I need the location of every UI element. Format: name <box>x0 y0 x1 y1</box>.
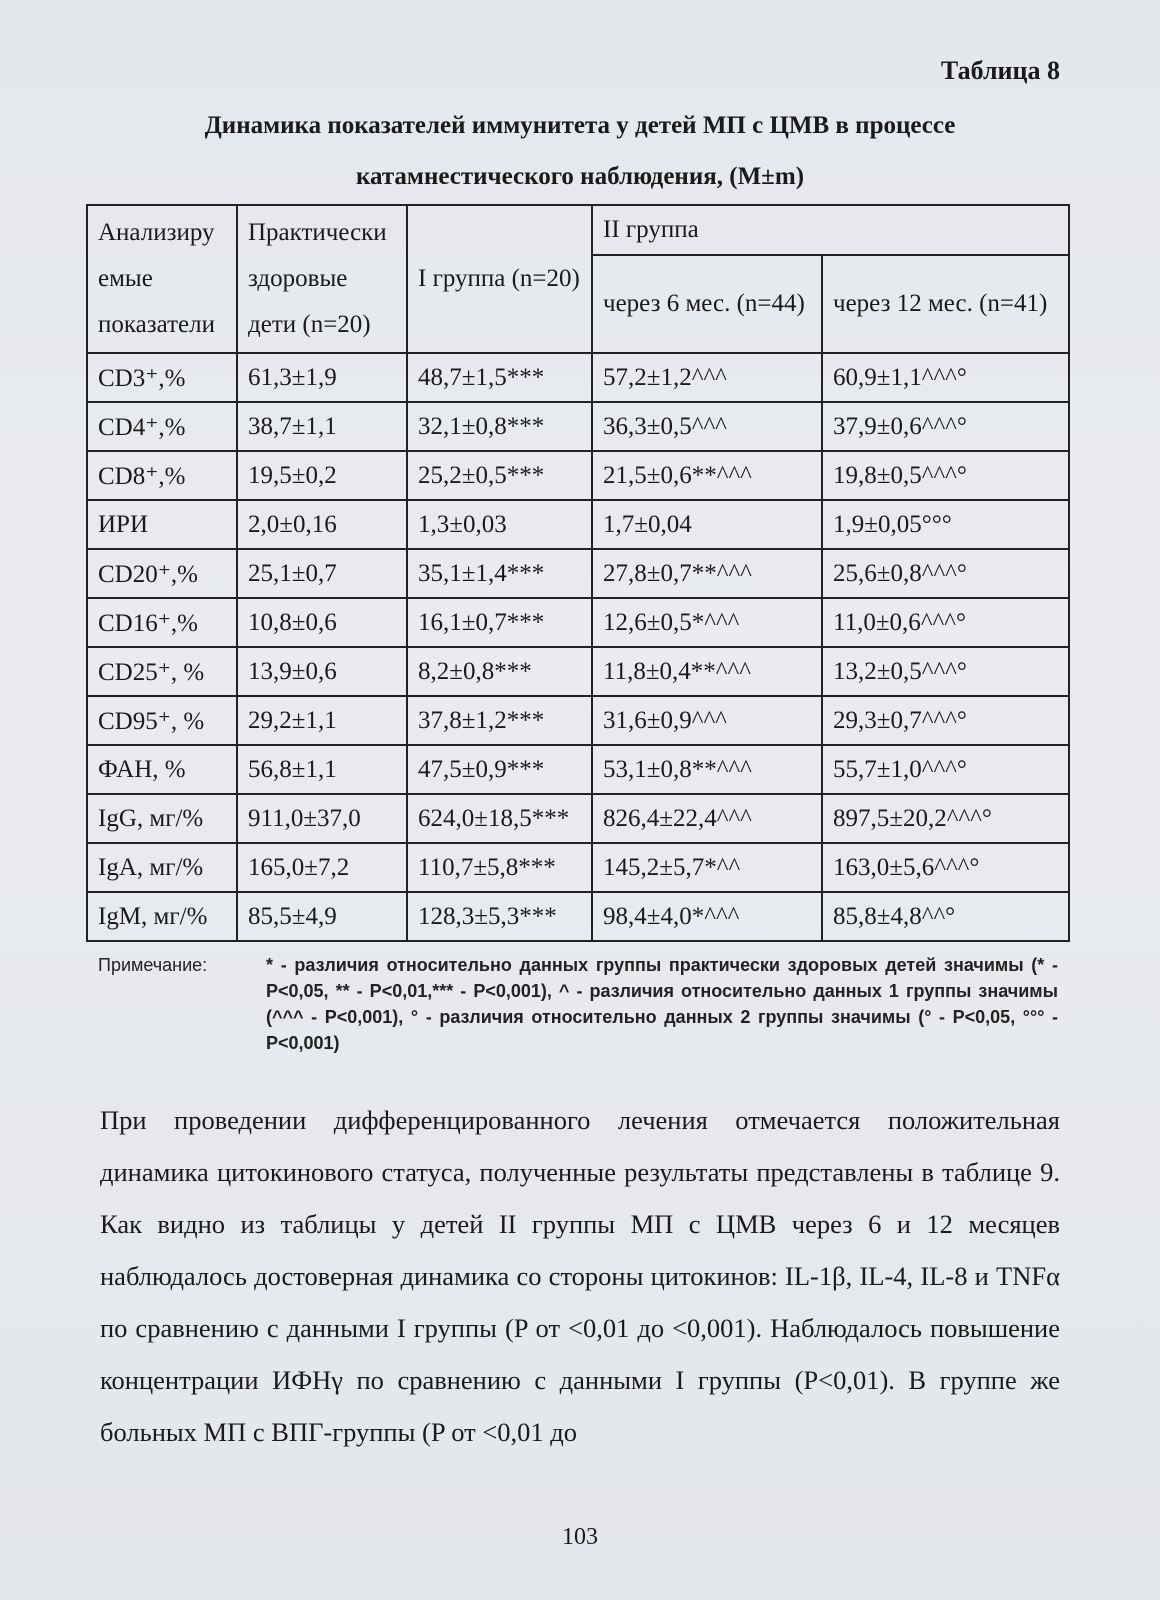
table-cell: 25,1±0,7 <box>237 549 407 598</box>
table-body <box>87 353 1069 941</box>
table-label: Таблица 8 <box>940 56 1060 85</box>
table-cell: 624,0±18,5*** <box>407 794 592 843</box>
table-cell: 165,0±7,2 <box>237 843 407 892</box>
note-label: Примечание: <box>98 955 208 975</box>
table-cell: 29,2±1,1 <box>237 696 407 745</box>
header-group2: II группа <box>592 205 1069 255</box>
table-row <box>87 892 1069 941</box>
header-6-months: через 6 мес. (n=44) <box>592 255 822 353</box>
table-cell: 37,9±0,6^^^° <box>822 402 1069 451</box>
table-cell: 85,5±4,9 <box>237 892 407 941</box>
table-cell: 13,9±0,6 <box>237 647 407 696</box>
table-cell: IgG, мг/% <box>87 794 237 843</box>
table-cell: 27,8±0,7**^^^ <box>592 549 822 598</box>
table-cell: 53,1±0,8**^^^ <box>592 745 822 794</box>
table-cell: 35,1±1,4*** <box>407 549 592 598</box>
header-group1: I группа (n=20) <box>407 205 592 353</box>
table-cell: 56,8±1,1 <box>237 745 407 794</box>
table-row <box>87 451 1069 500</box>
table-cell: 21,5±0,6**^^^ <box>592 451 822 500</box>
table-cell: 110,7±5,8*** <box>407 843 592 892</box>
table-cell: CD3⁺,% <box>87 353 237 402</box>
table-cell: 11,8±0,4**^^^ <box>592 647 822 696</box>
table-cell: 25,6±0,8^^^° <box>822 549 1069 598</box>
table-cell: 98,4±4,0*^^^ <box>592 892 822 941</box>
table-cell: 60,9±1,1^^^° <box>822 353 1069 402</box>
table-cell: 36,3±0,5^^^ <box>592 402 822 451</box>
table-cell: CD8⁺,% <box>87 451 237 500</box>
table-row <box>87 696 1069 745</box>
table-cell: 48,7±1,5*** <box>407 353 592 402</box>
table-row <box>87 745 1069 794</box>
table-cell: 10,8±0,6 <box>237 598 407 647</box>
table-cell: 911,0±37,0 <box>237 794 407 843</box>
table-row <box>87 402 1069 451</box>
table-cell: 31,6±0,9^^^ <box>592 696 822 745</box>
table-cell: CD4⁺,% <box>87 402 237 451</box>
table-cell: 16,1±0,7*** <box>407 598 592 647</box>
table-cell: 19,5±0,2 <box>237 451 407 500</box>
table-cell: 55,7±1,0^^^° <box>822 745 1069 794</box>
table-cell: 13,2±0,5^^^° <box>822 647 1069 696</box>
table-cell: CD25⁺, % <box>87 647 237 696</box>
page-number: 103 <box>562 1524 598 1550</box>
table-cell: 47,5±0,9*** <box>407 745 592 794</box>
header-12-months: через 12 мес. (n=41) <box>822 255 1069 353</box>
table-title-line-1: Динамика показателей иммунитета у детей МП с ЦМВ в процессе <box>204 112 956 139</box>
table-row <box>87 598 1069 647</box>
table-cell: 25,2±0,5*** <box>407 451 592 500</box>
header-indicators: Анализиру емые показатели <box>87 205 237 353</box>
table-row <box>87 794 1069 843</box>
table-cell: 145,2±5,7*^^ <box>592 843 822 892</box>
table-cell: CD16⁺,% <box>87 598 237 647</box>
table-title-line-2: катамнестического наблюдения, (M±m) <box>355 163 805 190</box>
table-cell: 1,3±0,03 <box>407 500 592 549</box>
table-cell: CD20⁺,% <box>87 549 237 598</box>
table-cell: 61,3±1,9 <box>237 353 407 402</box>
table-cell: 8,2±0,8*** <box>407 647 592 696</box>
table-row <box>87 647 1069 696</box>
header-healthy: Практически здоровые дети (n=20) <box>237 205 407 353</box>
table-cell: 57,2±1,2^^^ <box>592 353 822 402</box>
table-cell: 2,0±0,16 <box>237 500 407 549</box>
table-cell: 11,0±0,6^^^° <box>822 598 1069 647</box>
table-row <box>87 353 1069 402</box>
table-cell: 29,3±0,7^^^° <box>822 696 1069 745</box>
table-cell: ИРИ <box>87 500 237 549</box>
table-cell: 826,4±22,4^^^ <box>592 794 822 843</box>
table-cell: 85,8±4,8^^° <box>822 892 1069 941</box>
table-row <box>87 549 1069 598</box>
table-row <box>87 843 1069 892</box>
body-paragraph: При проведении дифференцированного лечения отмечается положительная динамика цитокинового статуса, полученные результаты представлены в таблице 9. Как видно из таблицы у детей II группы МП с ЦМВ через 6 и 12 месяцев наблюдалось достоверная динамика со стороны цитокинов: IL-1β, IL-4, IL-8 и TNFα по сравнению с данными I группы (P от <0,01 до <0,001). Наблюдалось повышение концентрации ИФНγ по сравнению с данными I группы (P<0,01). В группе же больных МП с ВПГ-группы (P от <0,01 до <box>100 1105 1060 1447</box>
table-cell: 37,8±1,2*** <box>407 696 592 745</box>
table-cell: 128,3±5,3*** <box>407 892 592 941</box>
immunity-table <box>86 204 1070 942</box>
table-cell: 32,1±0,8*** <box>407 402 592 451</box>
table-row <box>87 500 1069 549</box>
table-cell: IgM, мг/% <box>87 892 237 941</box>
table-cell: 38,7±1,1 <box>237 402 407 451</box>
table-cell: 19,8±0,5^^^° <box>822 451 1069 500</box>
table-cell: 1,7±0,04 <box>592 500 822 549</box>
table-cell: ФАН, % <box>87 745 237 794</box>
table-cell: IgA, мг/% <box>87 843 237 892</box>
table-cell: 12,6±0,5*^^^ <box>592 598 822 647</box>
note-text: * - различия относительно данных группы практически здоровых детей значимы (* - P<0,05, ** - P<0,01,*** - P<0,001), ^ - различия относительно данных 1 группы значимы (^^^ - P<0,001), ° - различия относительно данных 2 группы значимы (° - P<0,05, °°° - P<0,001) <box>266 955 1058 1053</box>
table-cell: 897,5±20,2^^^° <box>822 794 1069 843</box>
table-cell: 163,0±5,6^^^° <box>822 843 1069 892</box>
table-cell: CD95⁺, % <box>87 696 237 745</box>
table-cell: 1,9±0,05°°° <box>822 500 1069 549</box>
